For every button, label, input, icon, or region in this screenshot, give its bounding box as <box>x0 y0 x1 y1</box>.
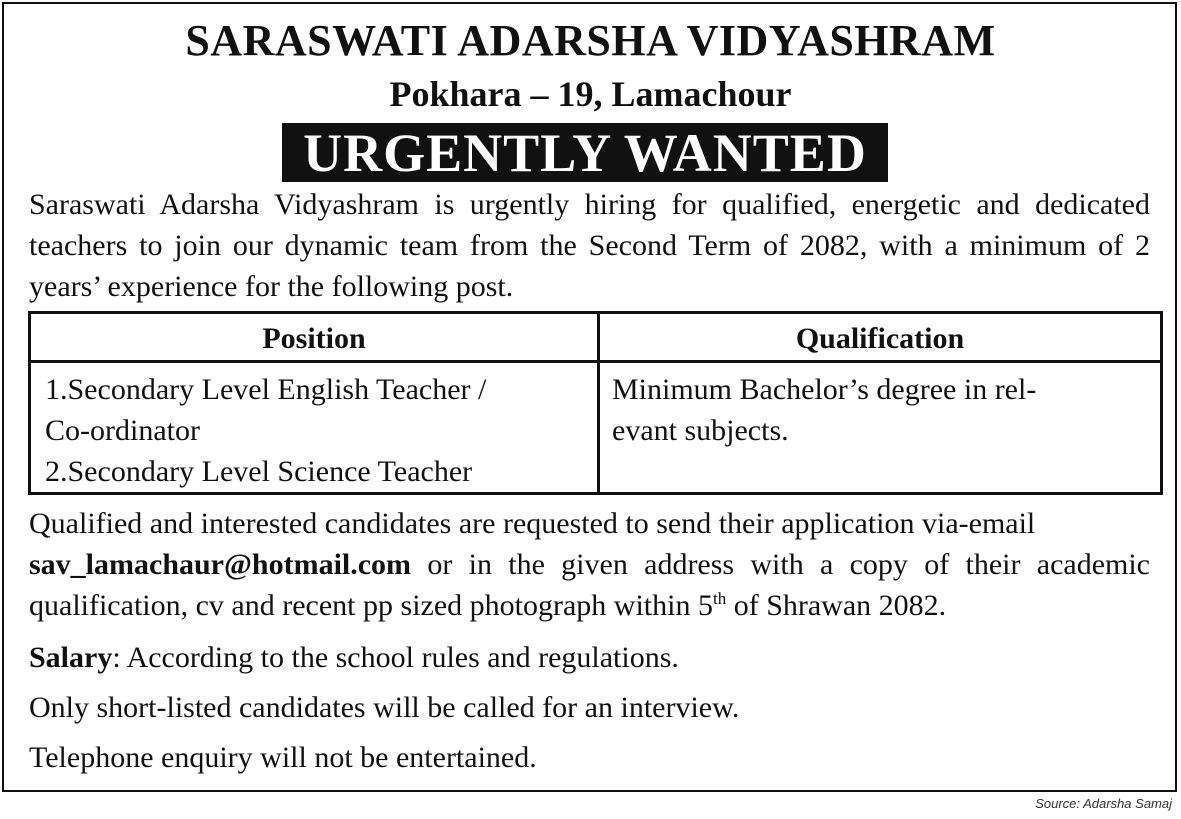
qualification-header: Qualification <box>795 322 965 355</box>
school-name: SARASWATI ADARSHA VIDYASHRAM <box>185 16 996 65</box>
application-text: Qualified and interested candidates are requested to send their application via-email <box>29 507 1036 540</box>
school-address: Pokhara – 19, Lamachour <box>389 74 792 114</box>
ordinal-suffix: th <box>712 589 727 608</box>
positions-cell <box>45 369 590 492</box>
salary-label: Salary <box>29 641 113 674</box>
position-line: Co-ordinator <box>45 414 200 447</box>
email-address[interactable]: sav_lamachaur@hotmail.com <box>29 548 412 581</box>
salary-line <box>29 637 1150 678</box>
salary-text: : According to the school rules and regulations. <box>112 641 679 674</box>
position-header: Position <box>262 322 366 355</box>
intro-paragraph: Saraswati Adarsha Vidyashram is urgently hiring for qualified, energetic and dedicated teachers to join our dynamic team from the Second Term of 2082, with a minimum of 2 years’ experience for the following post. <box>29 188 1150 303</box>
shortlist-note: Only short-listed candidates will be called for an interview. <box>29 691 740 724</box>
source-credit: Source: Adarsha Samaj <box>1035 796 1172 811</box>
application-paragraph <box>29 503 1150 626</box>
application-text-continued: or in the given address with a copy of their academic qualification, cv and recent pp sized photograph within 5 <box>29 548 1151 622</box>
positions-table <box>28 311 1163 495</box>
qualification-line: evant subjects. <box>612 414 789 447</box>
telephone-note: Telephone enquiry will not be entertained. <box>29 741 537 774</box>
position-line: 1.Secondary Level English Teacher / <box>45 373 487 406</box>
position-line: 2.Secondary Level Science Teacher <box>45 455 473 488</box>
application-deadline: of Shrawan 2082. <box>733 589 947 622</box>
qualification-cell <box>612 369 1132 451</box>
urgently-wanted-banner: URGENTLY WANTED <box>282 123 888 182</box>
qualification-line: Minimum Bachelor’s degree in rel- <box>612 373 1037 406</box>
